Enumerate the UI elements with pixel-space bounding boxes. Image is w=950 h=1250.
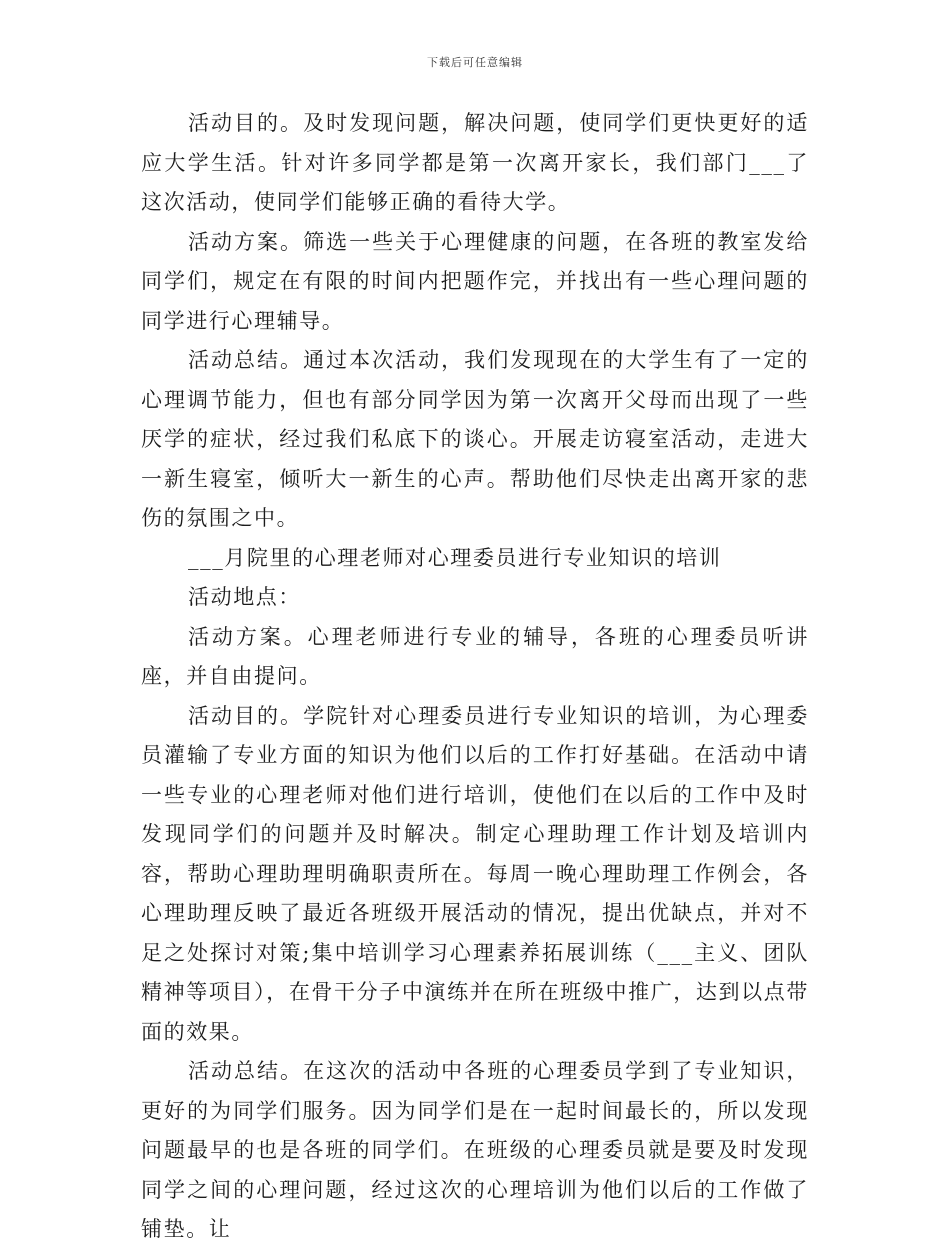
paragraph-activity-purpose-1: 活动目的。及时发现问题，解决问题，使同学们更快更好的适应大学生活。针对许多同学都是第一次离开家长，我们部门___了这次活动，使同学们能够正确的看待大学。 — [141, 111, 809, 214]
paragraph-training-heading: ___月院里的心理老师对心理委员进行专业知识的培训 — [188, 545, 722, 570]
document-body — [141, 104, 809, 1250]
paragraph-activity-plan-2: 活动方案。心理老师进行专业的辅导，各班的心理委员听讲座，并自由提问。 — [141, 624, 809, 688]
page-header: 下载后可任意编辑 — [427, 56, 523, 69]
paragraph-activity-location: 活动地点： — [188, 585, 301, 609]
paragraph-activity-summary-2: 活动总结。在这次的活动中各班的心理委员学到了专业知识，更好的为同学们服务。因为同学们是在一起时间最长的，所以发现问题最早的也是各班的同学们。在班级的心理委员就是要及时发现同学之间的心理问题，经过这次的心理培训为他们以后的工作做了铺垫。让 — [141, 1059, 809, 1241]
paragraph-activity-purpose-2: 活动目的。学院针对心理委员进行专业知识的培训，为心理委员灌输了专业方面的知识为他们以后的工作打好基础。在活动中请一些专业的心理老师对他们进行培训，使他们在以后的工作中及时发现同学们的问题并及时解决。制定心理助理工作计划及培训内容，帮助心理助理明确职责所在。每周一晚心理助理工作例会，各心理助理反映了最近各班级开展活动的情况，提出优缺点，并对不足之处探讨对策;集中培训学习心理素养拓展训练（___主义、团队精神等项目），在骨干分子中演练并在所在班级中推广，达到以点带面的效果。 — [141, 703, 809, 1044]
paragraph-activity-plan-1: 活动方案。筛选一些关于心理健康的问题，在各班的教室发给同学们，规定在有限的时间内把题作完，并找出有一些心理问题的同学进行心理辅导。 — [141, 229, 809, 333]
paragraph-activity-summary-1: 活动总结。通过本次活动，我们发现现在的大学生有了一定的心理调节能力，但也有部分同学因为第一次离开父母而出现了一些厌学的症状，经过我们私底下的谈心。开展走访寝室活动，走进大一新生寝室，倾听大一新生的心声。帮助他们尽快走出离开家的悲伤的氛围之中。 — [141, 348, 809, 530]
